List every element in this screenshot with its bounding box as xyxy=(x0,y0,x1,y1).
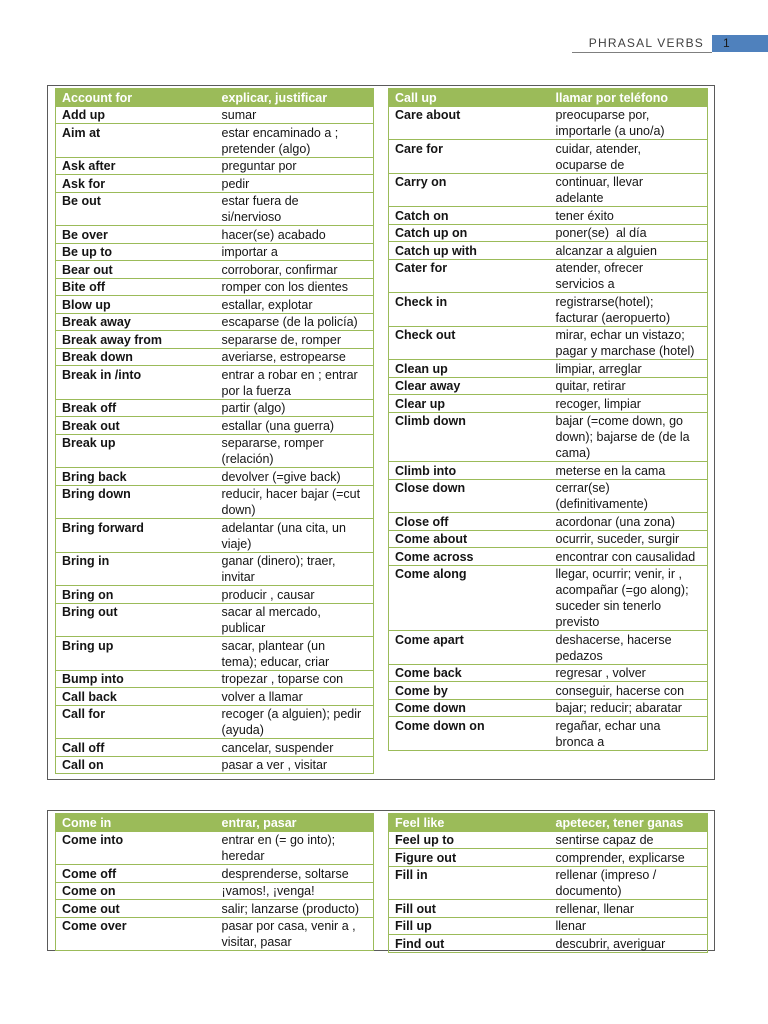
phrasal-verb: Climb into xyxy=(389,462,550,480)
table-row xyxy=(56,106,374,124)
table-row xyxy=(389,682,708,700)
table-row xyxy=(56,175,374,193)
meaning: tener éxito xyxy=(550,207,708,225)
phrasal-verb: Close off xyxy=(389,513,550,531)
phrasal-verb: Blow up xyxy=(56,296,216,314)
phrasal-verb: Break out xyxy=(56,417,216,435)
meaning: ganar (dinero); traer, invitar xyxy=(216,552,374,586)
phrasal-verb: Carry on xyxy=(389,173,550,207)
phrasal-verb: Come off xyxy=(56,865,216,883)
meaning: descubrir, averiguar xyxy=(550,935,708,953)
meaning: llegar, ocurrir; venir, ir , acompañar (=go along); suceder sin tenerlo previsto xyxy=(550,565,708,631)
meaning: partir (algo) xyxy=(216,399,374,417)
phrasal-verb: Come apart xyxy=(389,631,550,665)
meaning: sentirse capaz de xyxy=(550,831,708,849)
table-row xyxy=(389,664,708,682)
meaning: preguntar por xyxy=(216,157,374,175)
meaning: quitar, retirar xyxy=(550,377,708,395)
phrasal-verb: Close down xyxy=(389,479,550,513)
table-row xyxy=(389,900,708,918)
phrasal-verb: Figure out xyxy=(389,849,550,867)
table-row xyxy=(389,565,708,631)
phrasal-verb: Catch up with xyxy=(389,242,550,260)
meaning: meterse en la cama xyxy=(550,462,708,480)
table-row xyxy=(389,717,708,751)
phrasal-verb: Care about xyxy=(389,106,550,140)
meaning: producir , causar xyxy=(216,586,374,604)
table-row xyxy=(389,242,708,260)
phrasal-verb: Fill out xyxy=(389,900,550,918)
table-row xyxy=(56,739,374,757)
meaning: mirar, echar un vistazo; pagar y marchase (hotel) xyxy=(550,326,708,360)
table-row xyxy=(389,831,708,849)
phrasal-verb: Bring in xyxy=(56,552,216,586)
meaning: pasar a ver , visitar xyxy=(216,756,374,774)
table-row xyxy=(56,157,374,175)
phrasal-verb: Feel up to xyxy=(389,831,550,849)
meaning: continuar, llevar adelante xyxy=(550,173,708,207)
meaning: bajar; reducir; abaratar xyxy=(550,699,708,717)
table-row xyxy=(56,261,374,279)
meaning: recoger, limpiar xyxy=(550,395,708,413)
table-row xyxy=(56,917,374,951)
table-row xyxy=(389,866,708,900)
phrasal-verb: Add up xyxy=(56,106,216,124)
meaning: limpiar, arreglar xyxy=(550,360,708,378)
meaning: apetecer, tener ganas xyxy=(550,814,708,832)
table-row xyxy=(389,479,708,513)
phrasal-verb: Come on xyxy=(56,882,216,900)
table-row xyxy=(389,140,708,174)
table-row xyxy=(56,399,374,417)
phrasal-verb: Call on xyxy=(56,756,216,774)
table-row xyxy=(56,226,374,244)
meaning: rellenar, llenar xyxy=(550,900,708,918)
phrasal-verb: Call up xyxy=(389,89,550,107)
meaning: cuidar, atender, ocuparse de xyxy=(550,140,708,174)
meaning: rellenar (impreso / documento) xyxy=(550,866,708,900)
table-row xyxy=(56,519,374,553)
phrasal-verb: Bump into xyxy=(56,670,216,688)
phrasal-verb: Call off xyxy=(56,739,216,757)
meaning: estallar (una guerra) xyxy=(216,417,374,435)
phrasal-verb: Come back xyxy=(389,664,550,682)
phrasal-verbs-table-right xyxy=(388,88,708,751)
meaning: acordonar (una zona) xyxy=(550,513,708,531)
phrasal-verb: Bring up xyxy=(56,637,216,671)
meaning: devolver (=give back) xyxy=(216,468,374,486)
meaning: separarse de, romper xyxy=(216,331,374,349)
meaning: sumar xyxy=(216,106,374,124)
phrasal-verb: Come by xyxy=(389,682,550,700)
meaning: entrar, pasar xyxy=(216,814,374,832)
table-row xyxy=(389,462,708,480)
phrasal-verb: Bring on xyxy=(56,586,216,604)
table-header-row xyxy=(56,814,374,832)
table-row xyxy=(389,326,708,360)
phrasal-verb: Ask after xyxy=(56,157,216,175)
meaning: ocurrir, suceder, surgir xyxy=(550,530,708,548)
meaning: encontrar con causalidad xyxy=(550,548,708,566)
meaning: cerrar(se) (definitivamente) xyxy=(550,479,708,513)
table-row xyxy=(56,670,374,688)
table-row xyxy=(56,603,374,637)
meaning: volver a llamar xyxy=(216,688,374,706)
table-row xyxy=(56,468,374,486)
meaning: estar fuera de si/nervioso xyxy=(216,192,374,226)
meaning: tropezar , toparse con xyxy=(216,670,374,688)
phrasal-verb: Bring forward xyxy=(56,519,216,553)
phrasal-verb: Care for xyxy=(389,140,550,174)
phrasal-verb: Be up to xyxy=(56,243,216,261)
phrasal-verb: Come over xyxy=(56,917,216,951)
phrasal-verb: Bring back xyxy=(56,468,216,486)
meaning: llenar xyxy=(550,917,708,935)
phrasal-verb: Come down xyxy=(389,699,550,717)
meaning: registrarse(hotel); facturar (aeropuerto) xyxy=(550,293,708,327)
phrasal-verb: Check in xyxy=(389,293,550,327)
phrasal-verb: Call back xyxy=(56,688,216,706)
meaning: preocuparse por, importarle (a uno/a) xyxy=(550,106,708,140)
phrasal-verb: Clear away xyxy=(389,377,550,395)
phrasal-verb: Break away xyxy=(56,313,216,331)
table-row xyxy=(56,882,374,900)
table-row xyxy=(56,124,374,158)
table-row xyxy=(56,865,374,883)
table-row xyxy=(389,849,708,867)
phrasal-verb: Find out xyxy=(389,935,550,953)
meaning: desprenderse, soltarse xyxy=(216,865,374,883)
table-row xyxy=(389,395,708,413)
phrasal-verb: Call for xyxy=(56,705,216,739)
table-row xyxy=(56,331,374,349)
meaning: corroborar, confirmar xyxy=(216,261,374,279)
meaning: entrar en (= go into); heredar xyxy=(216,831,374,865)
meaning: importar a xyxy=(216,243,374,261)
phrasal-verb: Come into xyxy=(56,831,216,865)
phrasal-verb: Ask for xyxy=(56,175,216,193)
phrasal-verb: Climb down xyxy=(389,412,550,462)
meaning: salir; lanzarse (producto) xyxy=(216,900,374,918)
phrasal-verb: Feel like xyxy=(389,814,550,832)
meaning: pasar por casa, venir a , visitar, pasar xyxy=(216,917,374,951)
meaning: estar encaminado a ; pretender (algo) xyxy=(216,124,374,158)
table-row xyxy=(56,366,374,400)
phrasal-verb: Break down xyxy=(56,348,216,366)
meaning: explicar, justificar xyxy=(216,89,374,107)
table-row xyxy=(56,688,374,706)
phrasal-verb: Clear up xyxy=(389,395,550,413)
table-row xyxy=(56,313,374,331)
meaning: adelantar (una cita, un viaje) xyxy=(216,519,374,553)
phrasal-verb: Come in xyxy=(56,814,216,832)
table-row xyxy=(56,900,374,918)
table-row xyxy=(389,293,708,327)
table-row xyxy=(56,637,374,671)
table-row xyxy=(56,756,374,774)
phrasal-verb: Bite off xyxy=(56,278,216,296)
table-header-row xyxy=(389,89,708,107)
table-row xyxy=(56,552,374,586)
phrasal-verb: Come about xyxy=(389,530,550,548)
meaning: alcanzar a alguien xyxy=(550,242,708,260)
phrasal-verb: Fill up xyxy=(389,917,550,935)
table-row xyxy=(389,360,708,378)
header-rule xyxy=(572,52,712,53)
phrasal-verb: Break in /into xyxy=(56,366,216,400)
meaning: recoger (a alguien); pedir (ayuda) xyxy=(216,705,374,739)
meaning: comprender, explicarse xyxy=(550,849,708,867)
meaning: llamar por teléfono xyxy=(550,89,708,107)
meaning: romper con los dientes xyxy=(216,278,374,296)
phrasal-verb: Be out xyxy=(56,192,216,226)
meaning: estallar, explotar xyxy=(216,296,374,314)
phrasal-verb: Bring out xyxy=(56,603,216,637)
table-row xyxy=(56,348,374,366)
table-row xyxy=(56,278,374,296)
section-box-2 xyxy=(47,810,715,951)
phrasal-verb: Check out xyxy=(389,326,550,360)
table-row xyxy=(389,917,708,935)
table-row xyxy=(56,586,374,604)
table-row xyxy=(389,106,708,140)
phrasal-verb: Break up xyxy=(56,434,216,468)
phrasal-verb: Catch up on xyxy=(389,224,550,242)
table-row xyxy=(56,192,374,226)
table-row xyxy=(389,935,708,953)
table-row xyxy=(56,417,374,435)
table-row xyxy=(389,173,708,207)
table-row xyxy=(56,434,374,468)
phrasal-verb: Cater for xyxy=(389,259,550,293)
meaning: pedir xyxy=(216,175,374,193)
meaning: averiarse, estropearse xyxy=(216,348,374,366)
meaning: poner(se) al día xyxy=(550,224,708,242)
meaning: separarse, romper (relación) xyxy=(216,434,374,468)
table-row xyxy=(56,296,374,314)
phrasal-verb: Come down on xyxy=(389,717,550,751)
phrasal-verbs-table-right xyxy=(388,813,708,953)
running-header-title: PHRASAL VERBS xyxy=(588,36,704,50)
phrasal-verbs-table-left xyxy=(55,813,374,951)
meaning: hacer(se) acabado xyxy=(216,226,374,244)
phrasal-verb: Clean up xyxy=(389,360,550,378)
meaning: entrar a robar en ; entrar por la fuerza xyxy=(216,366,374,400)
phrasal-verb: Account for xyxy=(56,89,216,107)
meaning: conseguir, hacerse con xyxy=(550,682,708,700)
phrasal-verb: Fill in xyxy=(389,866,550,900)
meaning: sacar al mercado, publicar xyxy=(216,603,374,637)
table-row xyxy=(389,548,708,566)
section-box-1 xyxy=(47,85,715,780)
meaning: reducir, hacer bajar (=cut down) xyxy=(216,485,374,519)
phrasal-verb: Bear out xyxy=(56,261,216,279)
table-row xyxy=(56,243,374,261)
table-row xyxy=(56,705,374,739)
meaning: sacar, plantear (un tema); educar, criar xyxy=(216,637,374,671)
meaning: ¡vamos!, ¡venga! xyxy=(216,882,374,900)
meaning: regresar , volver xyxy=(550,664,708,682)
table-row xyxy=(389,699,708,717)
phrasal-verb: Break off xyxy=(56,399,216,417)
phrasal-verb: Catch on xyxy=(389,207,550,225)
table-row xyxy=(56,831,374,865)
phrasal-verb: Aim at xyxy=(56,124,216,158)
table-header-row xyxy=(389,814,708,832)
meaning: escaparse (de la policía) xyxy=(216,313,374,331)
table-header-row xyxy=(56,89,374,107)
phrasal-verb: Bring down xyxy=(56,485,216,519)
meaning: regañar, echar una bronca a xyxy=(550,717,708,751)
table-row xyxy=(389,631,708,665)
phrasal-verb: Come along xyxy=(389,565,550,631)
table-row xyxy=(389,224,708,242)
meaning: atender, ofrecer servicios a xyxy=(550,259,708,293)
table-row xyxy=(389,513,708,531)
page-number: 1 xyxy=(712,35,768,52)
table-row xyxy=(389,377,708,395)
table-row xyxy=(389,259,708,293)
phrasal-verb: Be over xyxy=(56,226,216,244)
phrasal-verb: Come across xyxy=(389,548,550,566)
table-row xyxy=(389,530,708,548)
table-row xyxy=(389,207,708,225)
meaning: cancelar, suspender xyxy=(216,739,374,757)
phrasal-verb: Break away from xyxy=(56,331,216,349)
meaning: bajar (=come down, go down); bajarse de (de la cama) xyxy=(550,412,708,462)
phrasal-verb: Come out xyxy=(56,900,216,918)
table-row xyxy=(56,485,374,519)
phrasal-verbs-table-left xyxy=(55,88,374,774)
table-row xyxy=(389,412,708,462)
meaning: deshacerse, hacerse pedazos xyxy=(550,631,708,665)
